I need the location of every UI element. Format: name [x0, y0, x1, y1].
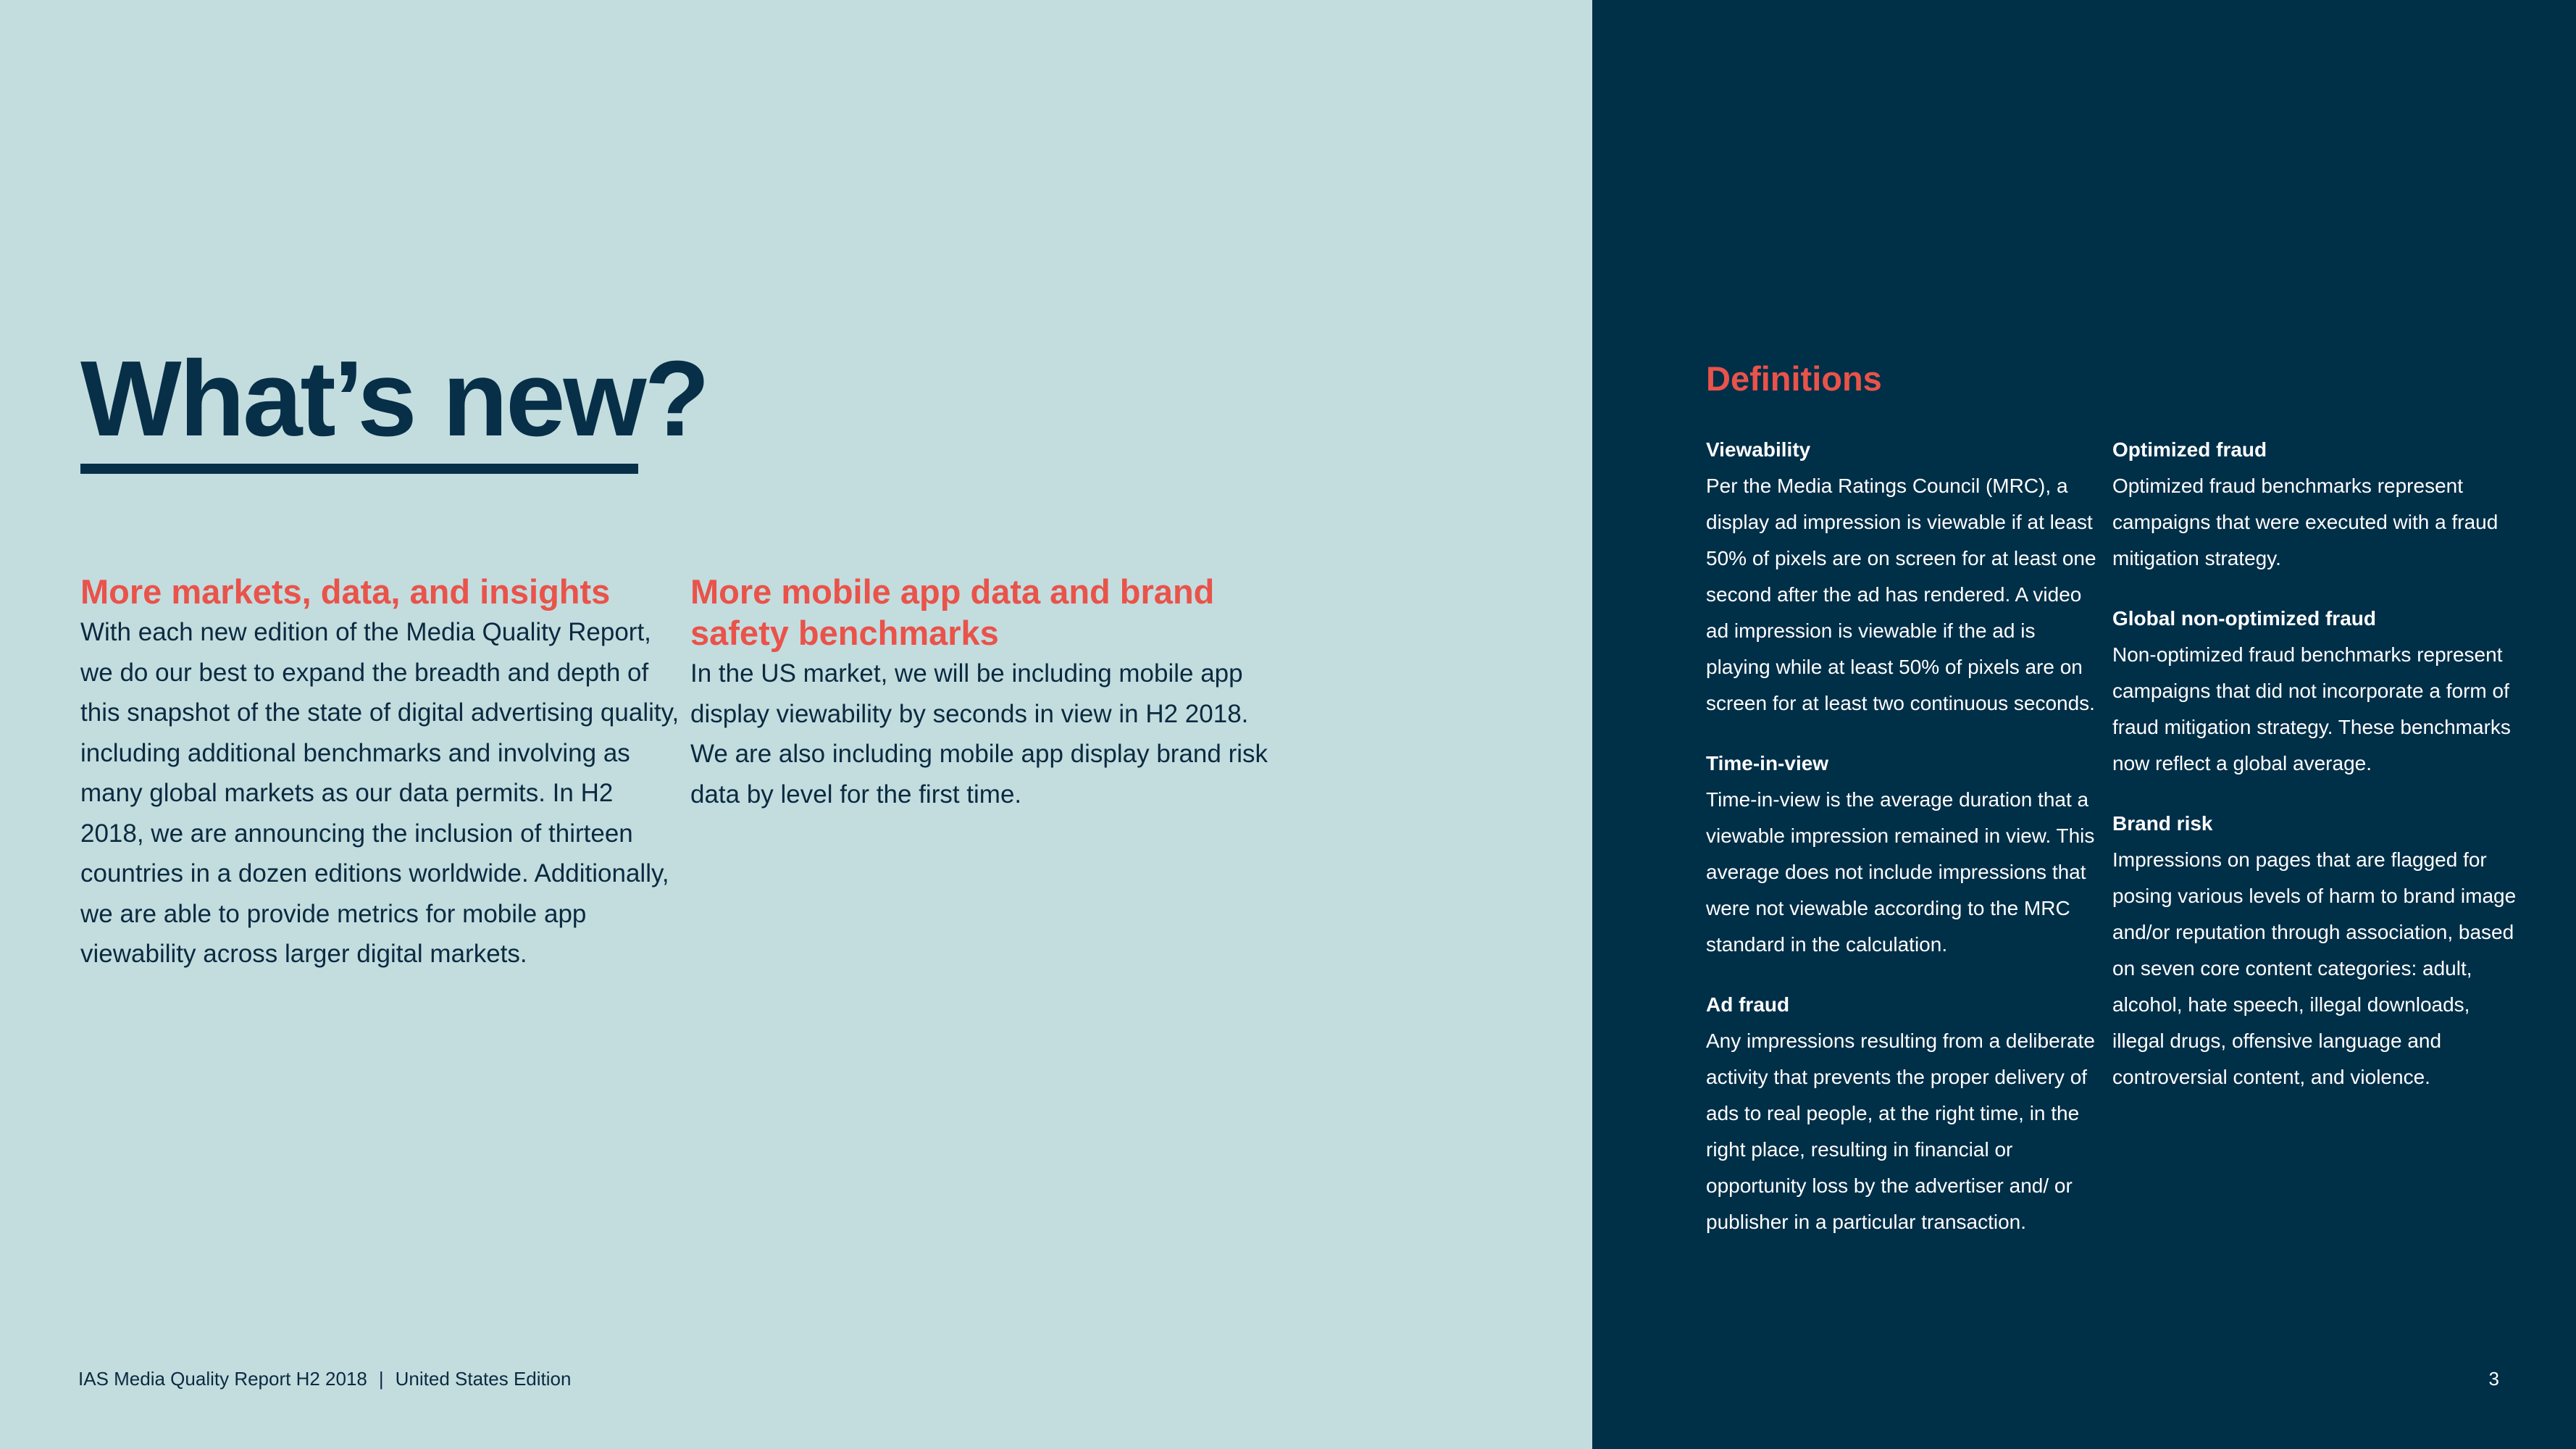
definition-brand-risk: [2112, 806, 2518, 1095]
definition-global-non-optimized-fraud: [2112, 601, 2518, 782]
page-number: 3: [2488, 1368, 2499, 1390]
footer-separator: |: [378, 1368, 384, 1390]
definitions-column-2: [2112, 432, 2518, 1119]
definition-text: Per the Media Ratings Council (MRC), a display ad impression is viewable if at least 50% of pixels are on screen for at least one second after the ad has rendered. A video ad impression is viewable if the ad is playing while at least 50% of pixels are on screen for at least two continuous seconds.: [1706, 475, 2096, 714]
definition-text: Impressions on pages that are flagged for posing various levels of harm to brand image and/or reputation through association, based on seven core content categories: adult, alcohol, hate speech, illegal downloads, illegal drugs, offensive language and controversial content, and violence.: [2112, 848, 2517, 1088]
section-heading: More markets, data, and insights: [80, 572, 611, 611]
section-heading: More mobile app data and brand safety benchmarks: [690, 572, 1215, 652]
definition-term: Viewability: [1706, 438, 1811, 461]
footer: [78, 1368, 571, 1390]
section-body: In the US market, we will be including mobile app display viewability by seconds in view in H2 2018. We are also including mobile app display brand risk data by level for the first time.: [690, 659, 1268, 809]
definition-text: Any impressions resulting from a deliberate activity that prevents the proper delivery of ads to real people, at the right time, in the right place, resulting in financial or opportunity loss by the advertiser and/ or publisher in a particular transaction.: [1706, 1030, 2095, 1233]
section-body: With each new edition of the Media Quality Report, we do our best to expand the breadth and depth of this snapshot of the state of digital advertising quality, including additional benchmarks and involving as many global markets as our data permits. In H2 2018, we are announcing the inclusion of thirteen countries in a dozen editions worldwide. Additionally, we are able to provide metrics for mobile app viewability across larger digital markets.: [80, 618, 679, 968]
definition-text: Optimized fraud benchmarks represent campaigns that were executed with a fraud mitigation strategy.: [2112, 475, 2498, 569]
definition-term: Brand risk: [2112, 812, 2213, 835]
definition-text: Time-in-view is the average duration that a viewable impression remained in view. This average does not include impressions that were not viewable according to the MRC standard in the calculation.: [1706, 788, 2095, 956]
definition-term: Time-in-view: [1706, 752, 1829, 774]
definition-term: Optimized fraud: [2112, 438, 2267, 461]
footer-report-title: IAS Media Quality Report H2 2018: [78, 1368, 367, 1390]
definition-term: Global non-optimized fraud: [2112, 607, 2376, 630]
definition-term: Ad fraud: [1706, 993, 1790, 1016]
definition-ad-fraud: [1706, 987, 2104, 1240]
definition-viewability: [1706, 432, 2104, 722]
title-underline: [80, 464, 638, 474]
definition-text: Non-optimized fraud benchmarks represent campaigns that did not incorporate a form of fraud mitigation strategy. These benchmarks now reflect a global average.: [2112, 643, 2511, 774]
footer-edition: United States Edition: [395, 1368, 572, 1390]
definitions-column-1: [1706, 432, 2104, 1264]
definition-optimized-fraud: [2112, 432, 2518, 577]
definitions-title: Definitions: [1706, 359, 1882, 398]
definition-time-in-view: [1706, 746, 2104, 963]
section-mobile-app: [690, 571, 1270, 814]
section-markets: [80, 571, 682, 974]
page-title: What’s new?: [80, 339, 708, 459]
